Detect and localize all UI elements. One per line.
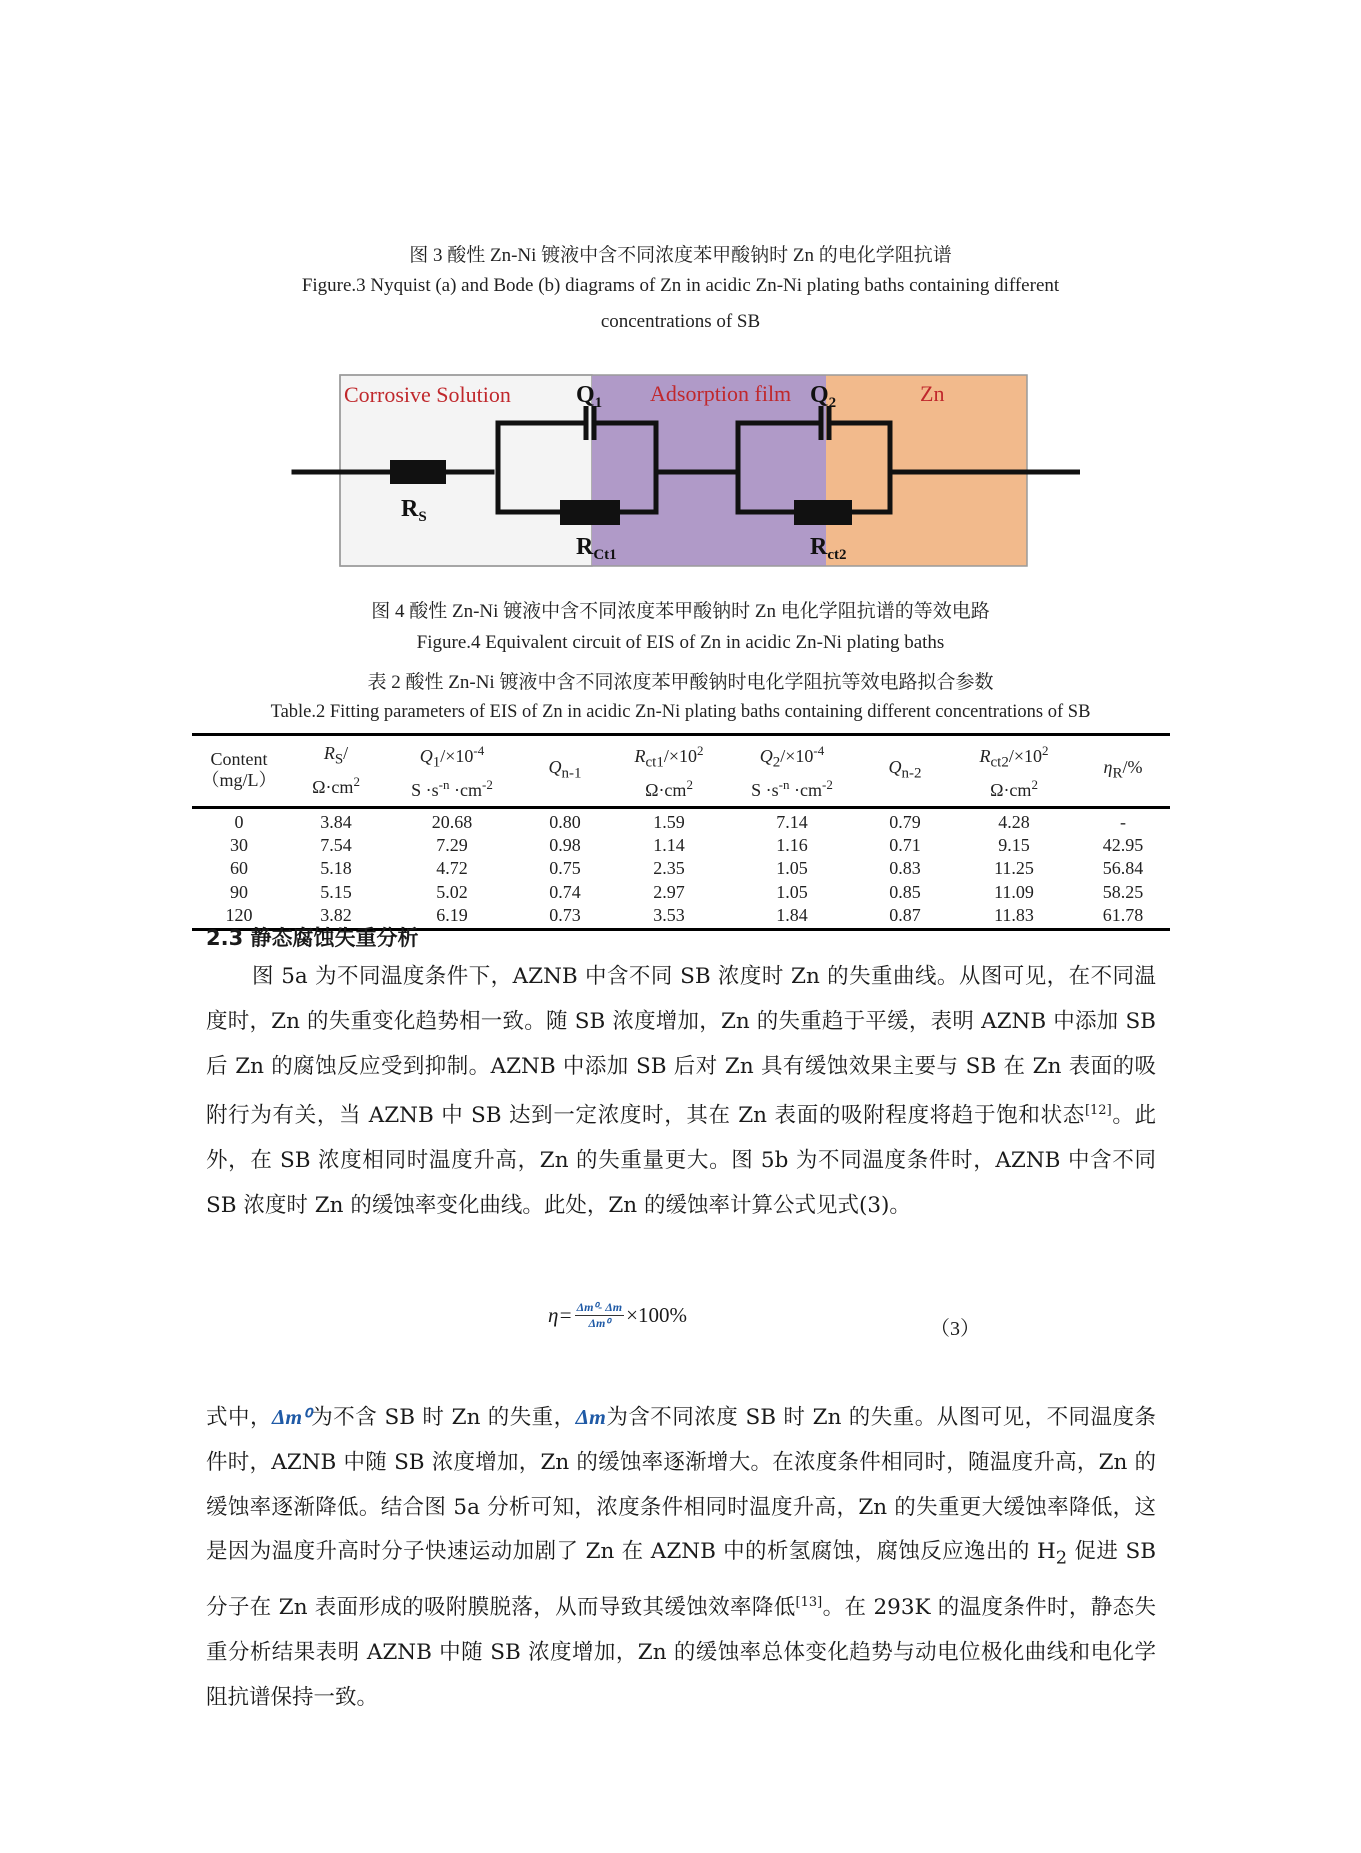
th-qn2: $Q_{n-2}$: [888, 756, 922, 782]
paragraph-1-text: 图 5a 为不同温度条件下，AZNB 中含不同 SB 浓度时 Zn 的失重曲线。从图可见，在不同温度时，Zn 的失重变化趋势相一致。随 SB 浓度增加，Zn 的失重趋于平缓，表明 AZNB 中添加 SB 后 Zn 的腐蚀反应受到抑制。AZNB 中添加 SB 后对 Zn 具有缓蚀效果主要与 SB 在 Zn 表面的吸附行为有关，当 AZNB 中 SB 达到一定浓度时，其在 Zn 表面的吸附程度将趋于饱和状态: [206, 964, 1156, 1129]
citation-12: [12]: [1084, 1103, 1112, 1119]
th-eta: $\eta_R/\%$: [1103, 756, 1143, 782]
table-cell: 9.15: [998, 835, 1030, 855]
table-cell: 0.80: [549, 811, 581, 832]
table-cell: 90: [230, 881, 248, 902]
paragraph-2-text-2: 为不含 SB 时 Zn 的失重，: [310, 1405, 576, 1430]
paragraph-2-text-1: 式中，: [206, 1405, 272, 1430]
table-cell: 0.71: [889, 835, 921, 855]
th-qn1: $Q_{n-1}$: [548, 756, 582, 782]
th-content: Content （mg/L）: [201, 749, 277, 791]
th-q2: $Q_2/\times 10^{-4}$ $S \cdot s^{-n} \cdot cm^{-2}$: [751, 743, 833, 800]
table-cell: 60: [230, 858, 248, 879]
fig3-caption-en-line1: Figure.3 Nyquist (a) and Bode (b) diagrams of Zn in acidic Zn-Ni plating baths containing different: [301, 275, 1060, 296]
table-row: [192, 807, 1170, 834]
symbol-delta-m: Δm: [575, 1405, 606, 1429]
paragraph-2-text-3: 为含不同浓度 SB 时 Zn 的失重。从图可见，不同温度条件时，AZNB 中随 SB 浓度增加，Zn 的缓蚀率逐渐增大。在浓度条件相同时，随温度升高，Zn 的缓蚀率逐渐降低。结合图 5a 分析可知，浓度条件相同时温度升高，Zn 的失重更大缓蚀率降低，这是因为温度升高时分子快速运动加剧了 Zn 在 AZNB 中的析氢腐蚀，腐蚀反应逸出的 H: [206, 1405, 1156, 1565]
equation-lhs: η=: [548, 1303, 573, 1327]
resistor-rct2: [794, 500, 852, 525]
table-cell: 0.79: [889, 811, 921, 832]
fig3-caption-en-line2: concentrations of SB: [600, 311, 761, 332]
region-label-solution: Corrosive Solution: [344, 382, 511, 407]
table-cell: 0.74: [549, 881, 581, 902]
citation-13: [13]: [795, 1595, 823, 1611]
table-cell: 56.84: [1102, 858, 1144, 879]
table-cell: 2.35: [653, 858, 685, 879]
table-cell: 1.16: [776, 835, 808, 855]
equation-3: [548, 1300, 687, 1331]
label-rct1: R: [576, 534, 594, 560]
table-cell: 11.25: [994, 858, 1034, 879]
table-cell: 3.84: [320, 811, 352, 832]
table-cell: 0.83: [889, 858, 921, 879]
label-rs-sub: S: [418, 509, 427, 525]
table-cell: 1.59: [653, 811, 685, 832]
table-header-row: [192, 735, 1170, 808]
h2-subscript: 2: [1055, 1547, 1068, 1569]
region-label-film: Adsorption film: [650, 381, 792, 406]
table-cell: 0.87: [889, 905, 921, 926]
table-row: [192, 881, 1170, 904]
table-cell: 4.28: [998, 811, 1030, 832]
table-cell: 1.05: [776, 858, 808, 879]
region-label-zn: Zn: [920, 381, 945, 406]
fig4-caption-en: Figure.4 Equivalent circuit of EIS of Zn in acidic Zn-Ni plating baths: [416, 632, 945, 653]
table-cell: 0.75: [549, 858, 581, 879]
table-cell: 0.73: [549, 905, 581, 926]
equation-fraction: [575, 1300, 625, 1331]
table-cell: 7.54: [320, 835, 352, 855]
equivalent-circuit-diagram: [290, 372, 1080, 572]
table-cell: 1.14: [653, 835, 685, 855]
paragraph-1-text-2: 。此外，在 SB 浓度相同时温度升高，Zn 的失重量更大。图 5b 为不同温度条件时，AZNB 中含不同 SB 浓度时 Zn 的缓蚀率变化曲线。此处，Zn 的缓蚀率计算公式见式(3)。: [206, 1103, 1156, 1219]
paragraph-2-text-5: 。在 293K 的温度条件时，静态失重分析结果表明 AZNB 中随 SB 浓度增加，Zn 的缓蚀率总体变化趋势与动电位极化曲线和电化学阻抗谱保持一致。: [206, 1595, 1156, 1711]
table-cell: 0.85: [889, 881, 921, 902]
table-cell: 11.83: [994, 905, 1034, 926]
th-rct2: $R_{ct2}/\times 10^2$ $\Omega\cdot cm^2$: [979, 743, 1049, 800]
label-rct2: R: [810, 534, 828, 560]
table-row: [192, 834, 1170, 857]
table-cell: 1.05: [776, 881, 808, 902]
table-cell: 30: [230, 835, 248, 855]
label-rct2-sub: ct2: [827, 547, 847, 563]
symbol-delta-m0: Δm⁰: [271, 1405, 311, 1429]
section-heading: 2.3 静态腐蚀失重分析: [206, 926, 419, 950]
table-cell: 5.02: [436, 881, 468, 902]
th-rs: $R_S/$ $\Omega\cdot cm^2$: [312, 743, 360, 797]
table-cell: 7.14: [776, 811, 808, 832]
table-cell: 4.72: [436, 858, 468, 879]
equation-number: （3）: [930, 1318, 980, 1340]
table-cell: 58.25: [1102, 881, 1144, 902]
table-cell: 20.68: [431, 811, 473, 832]
table-cell: 42.95: [1102, 835, 1144, 855]
resistor-rct1: [560, 500, 620, 525]
table-cell: 7.29: [436, 835, 468, 855]
table-row: [192, 857, 1170, 880]
table2-caption-en: Table.2 Fitting parameters of EIS of Zn in acidic Zn-Ni plating baths containing different concentrations of SB: [270, 702, 1091, 722]
table-cell: 3.53: [653, 905, 685, 926]
th-rct1: $R_{ct1}/\times 10^2$ $\Omega\cdot cm^2$: [634, 743, 704, 800]
label-q2-sub: 2: [828, 395, 837, 411]
table-cell: 61.78: [1102, 905, 1144, 926]
table-cell: 11.09: [994, 881, 1034, 902]
resistor-rs: [390, 460, 446, 484]
table-cell: 6.19: [436, 905, 468, 926]
fig3-caption-cn: 图 3 酸性 Zn-Ni 镀液中含不同浓度苯甲酸钠时 Zn 的电化学阻抗谱: [409, 245, 952, 266]
label-q1: Q: [576, 382, 595, 408]
table-cell: 1.84: [776, 905, 808, 926]
label-q2: Q: [810, 382, 829, 408]
paragraph-1: [206, 955, 1156, 1229]
table-cell: 5.18: [320, 858, 352, 879]
label-rs: R: [401, 496, 419, 522]
table-cell: 5.15: [320, 881, 352, 902]
table-cell: 120: [225, 905, 253, 926]
equation-denominator: Δm⁰: [588, 1316, 611, 1330]
paragraph-2-text-4: 促进 SB 分子在 Zn 表面形成的吸附膜脱落，从而导致其缓蚀效率降低: [206, 1539, 1156, 1621]
table2-caption-cn: 表 2 酸性 Zn-Ni 镀液中含不同浓度苯甲酸钠时电化学阻抗等效电路拟合参数: [367, 672, 994, 693]
paragraph-2: [206, 1395, 1156, 1721]
label-rct1-sub: Ct1: [593, 547, 617, 563]
fitting-parameters-table: [192, 733, 1170, 931]
table-cell: -: [1120, 811, 1126, 832]
equation-rhs: ×100%: [626, 1303, 687, 1327]
table-cell: 3.82: [320, 905, 352, 926]
table2: [192, 733, 1170, 931]
equation-numerator: Δm⁰- Δm: [576, 1300, 623, 1314]
table-cell: 0: [234, 811, 244, 832]
th-q1: $Q_1/\times 10^{-4}$ $S \cdot s^{-n} \cdot cm^{-2}$: [411, 743, 493, 800]
table-cell: 0.98: [549, 835, 581, 855]
table-cell: 2.97: [653, 881, 685, 902]
fig4-caption-cn: 图 4 酸性 Zn-Ni 镀液中含不同浓度苯甲酸钠时 Zn 电化学阻抗谱的等效电路: [371, 601, 990, 622]
label-q1-sub: 1: [594, 395, 603, 411]
